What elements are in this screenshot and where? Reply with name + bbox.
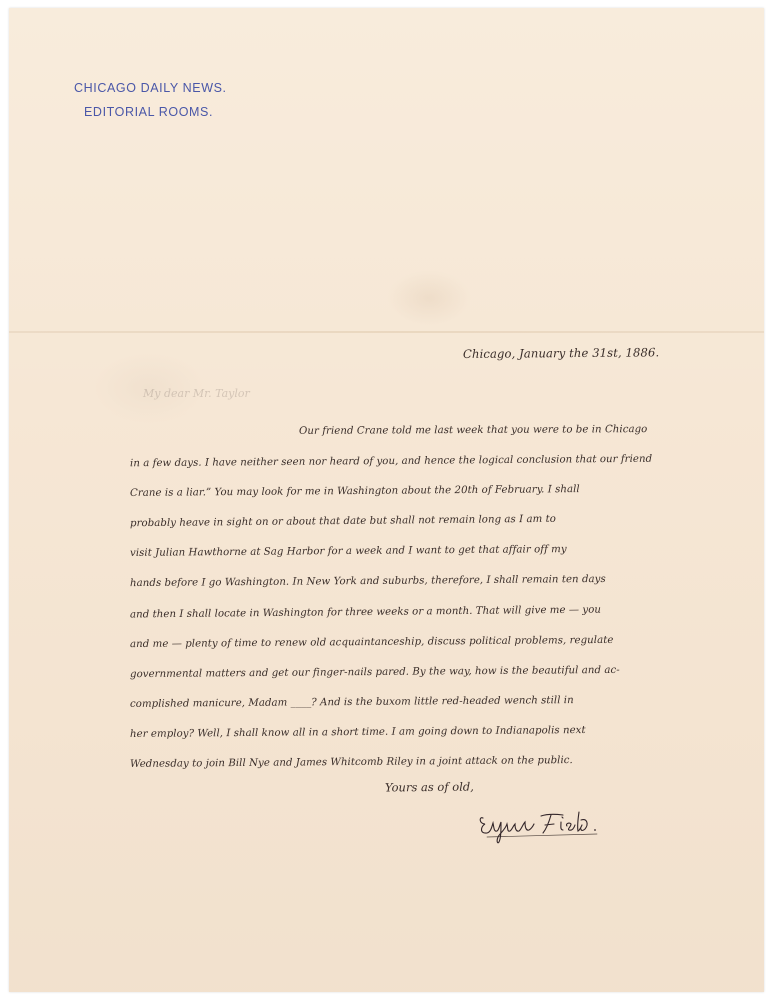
letter-body-line: visit Julian Hawthorne at Sag Harbor for a week and I want to get that affair off my [129, 544, 567, 559]
letter-body-line: Our friend Crane told me last week that you were to be in Chicago [298, 424, 648, 437]
letter-dateline: Chicago, January the 31st, 1886. [462, 345, 660, 361]
letter-body-line: probably heave in sight on or about that date but shall not remain long as I am to [129, 513, 556, 530]
letter-body-line: governmental matters and get our finger-nails pared. By the way, how is the beautiful and ac- [129, 664, 620, 681]
letter-sheet [9, 8, 764, 992]
signature [477, 806, 617, 846]
letter-body-line: complished manicure, Madam ____? And is the buxom little red-headed wench still in [129, 695, 574, 710]
faint-salutation: My dear Mr. Taylor [143, 387, 250, 400]
letter-body-line: Crane is a liar.” You may look for me in Washington about the 20th of February. I shall [129, 484, 580, 499]
letterhead-newspaper-name: CHICAGO DAILY NEWS. [74, 81, 227, 95]
letter-body-line: hands before I go Washington. In New York and suburbs, therefore, I shall remain ten days [129, 573, 606, 590]
paper-fold-line [9, 331, 764, 333]
letter-closing: Yours as of old, [384, 779, 474, 795]
letter-body-line: in a few days. I have neither seen nor heard of you, and hence the logical conclusion that our friend [129, 453, 653, 470]
letterhead-department: EDITORIAL ROOMS. [84, 105, 214, 119]
letter-body-line: her employ? Well, I shall know all in a short time. I am going down to Indianapolis next [129, 725, 586, 740]
letter-body-line: and me — plenty of time to renew old acquaintanceship, discuss political problems, regulate [129, 634, 614, 651]
letterhead [74, 76, 227, 124]
letter-body-line: Wednesday to join Bill Nye and James Whitcomb Riley in a joint attack on the public. [129, 755, 573, 770]
letter-body-line: and then I shall locate in Washington for three weeks or a month. That will give me — you [129, 604, 602, 621]
handwritten-signature-icon [477, 806, 617, 846]
